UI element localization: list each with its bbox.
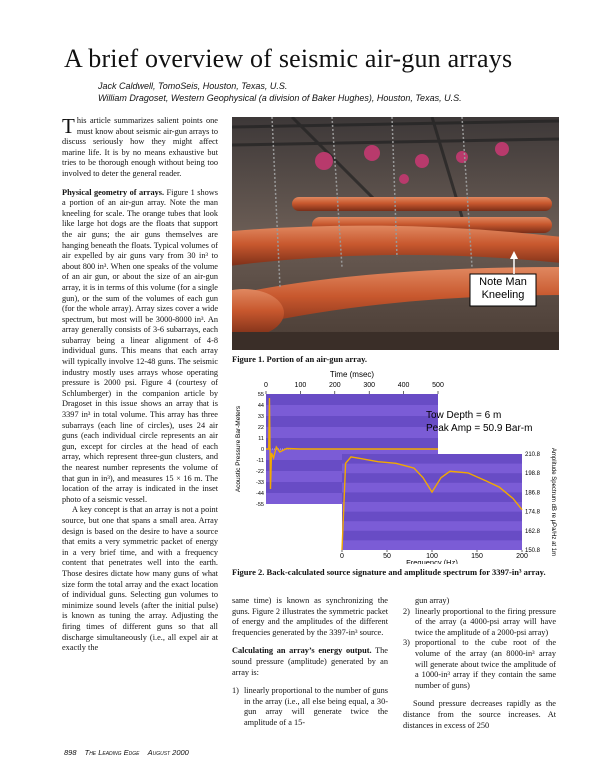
- x-tick-label: 300: [363, 382, 376, 389]
- list-item: [232, 686, 388, 728]
- figure-2-caption: Figure 2. Back-calculated source signature and amplitude spectrum for 3397-in³ array.: [232, 567, 546, 577]
- list-number: 2): [403, 606, 410, 616]
- list-text: proportional to the cube root of the volume of the array (an 8000-in³ array will generate about twice the amplitude of a 1000-in³ array if they contain the same number of guns): [415, 638, 556, 690]
- plot-band: [266, 438, 438, 449]
- sound-decrease-paragraph: Sound pressure decreases rapidly as the distance from the source increases. At distances in excess of 250: [403, 699, 556, 730]
- y-tick-label: 174.8: [525, 509, 541, 516]
- author-caldwell: Jack Caldwell, TomoSeis, Houston, Texas, U.S.: [98, 81, 288, 91]
- x-tick-label: 100: [426, 553, 438, 560]
- drop-cap: T: [62, 114, 75, 138]
- figure-1-photo: [232, 117, 559, 350]
- list-item: [403, 607, 556, 639]
- y-tick-label: 162.8: [525, 528, 541, 535]
- column-2: [232, 596, 388, 729]
- y-axis-title: Amplitude Spectrum dB re μPa/Hz at 1m: [550, 447, 556, 557]
- array-concept-paragraph: A key concept is that an array is not a point source, but one that spans a small area. Array design is based on the desire to have a source that emits a very symmetric packet of energy in a very brief time, and with a frequency content that penetrates well into the earth. Those desires dictate how many guns of what size form the total array and the exact location of individual guns. Selecting gun volumes to minimize sound levels (after the initial pulse) is known as tuning the array. Adjusting the firing times of different guns so that all discharge simultaneously (i.e., all expel air at exactly the: [62, 505, 218, 653]
- author-dragoset: William Dragoset, Western Geophysical (a division of Baker Hughes), Houston, Texas, U.S.: [98, 93, 462, 103]
- x-axis-title: Frequency (Hz): [406, 558, 458, 564]
- y-tick-label: 198.8: [525, 471, 541, 478]
- energy-text: The sound pressure (amplitude) generated by an array is:: [232, 646, 388, 677]
- plot-band: [342, 531, 522, 541]
- y-tick-label: 0: [260, 447, 264, 453]
- y-tick-label: 210.8: [525, 452, 541, 458]
- plot-band: [342, 512, 522, 522]
- column-3: [403, 596, 556, 731]
- column-1: [62, 116, 218, 654]
- list-text: gun array): [415, 596, 450, 605]
- y-tick-label: -33: [256, 480, 264, 486]
- y-tick-label: 33: [257, 414, 264, 420]
- page-number: 898: [64, 748, 77, 757]
- x-tick-label: 100: [294, 382, 307, 389]
- x-axis-title: Time (msec): [329, 370, 375, 379]
- y-tick-label: -11: [256, 458, 264, 464]
- y-tick-label: -22: [256, 469, 264, 475]
- section-heading-energy: Calculating an array’s energy output.: [232, 646, 372, 656]
- x-tick-label: 150: [471, 553, 483, 560]
- intro-paragraph: [62, 116, 218, 180]
- journal-name: The Leading Edge: [84, 748, 140, 757]
- x-tick-label: 50: [383, 553, 391, 560]
- plot-band: [342, 473, 522, 483]
- y-axis-title: Acoustic Pressure Bar-Meters: [235, 405, 242, 493]
- list-number: 1): [232, 686, 239, 696]
- energy-factor-list: [232, 686, 388, 728]
- y-tick-label: 11: [258, 436, 264, 442]
- note-man-kneeling-label: Note Man Kneeling: [479, 276, 527, 301]
- energy-factor-list-cont: [403, 596, 556, 691]
- chart-svg: [232, 368, 559, 564]
- x-tick-label: 0: [264, 382, 268, 389]
- y-tick-label: 55: [257, 392, 264, 398]
- page-footer: [64, 748, 195, 757]
- figure-2-chart: [232, 368, 559, 564]
- y-tick-label: -44: [256, 491, 264, 497]
- air-gun-array-illustration: [232, 117, 559, 350]
- issue-date: August 2000: [147, 748, 189, 757]
- y-tick-label: -55: [256, 502, 264, 508]
- section-heading-geometry: Physical geometry of arrays.: [62, 187, 165, 197]
- intro-text: his article summarizes salient points one must know about seismic air-gun arrays to discuss seriously how they might affect marine life. It is by no means exhaustive but tries to be thorough enough without being too involved to deter the general reader.: [62, 116, 218, 178]
- y-tick-label: 44: [257, 403, 264, 409]
- list-text: linearly proportional to the number of guns in the array (i.e., all else being equal, a 30-gun array will generate twice the amplitude of a 15-: [244, 686, 388, 727]
- peak-amp-annotation: Peak Amp = 50.9 Bar-m: [426, 423, 533, 434]
- geometry-text: Figure 1 shows a portion of an air-gun array. Note the man kneeling for scale. The orange tubes that look like large hot dogs are the floats that support the air guns; the air guns themselves are hanging beneath the floats. Typical volumes of air expelled by air guns vary from 30 in³ to about 800 in³. When one speaks of the volume of an air gun, or about the size of an air-gun array, it is in terms of this volume (for a single gun), or the sum of the volumes of each gun (for the whole array). Array sizes cover a wide spectrum, but most will be 3000-8000 in³. An array generally consists of 3-6 subarrays, each subarray being a linear alignment of 4-8 individual guns. This means that each array will typically involve 12-48 guns. The seismic industry mostly uses arrays whose operating pressure is 2000 psi. Figure 4 (courtesy of Schlumberger) in the companion article by Dragoset in this issue shows an array that is 3397 in³ in total volume. This array has three subarrays (each line of circles), uses 24 air guns (each individual circle represents an air gun, except for circles at the head of each array, which represent three-gun clusters, and the nearest number represents the volume of that gun in in³), and measures 15 × 16 m. The location of the array is indicated in the inset photo of a seismic vessel.: [62, 187, 219, 504]
- x-tick-label: 500: [432, 382, 444, 389]
- plot-band: [266, 416, 438, 427]
- tow-depth-annotation: Tow Depth = 6 m: [426, 410, 502, 421]
- energy-paragraph: [232, 646, 388, 678]
- list-item: [403, 596, 556, 607]
- list-number: 3): [403, 638, 410, 648]
- plot-band: [342, 492, 522, 502]
- figure-1-caption: Figure 1. Portion of an air-gun array.: [232, 354, 368, 364]
- x-tick-label: 200: [328, 382, 341, 389]
- plot-band: [266, 394, 438, 405]
- synchronizing-paragraph: same time) is known as synchronizing the guns. Figure 2 illustrates the symmetric packet of energy and the amplitudes of the different frequencies generated by the 3397-in³ source.: [232, 596, 388, 637]
- x-tick-label: 200: [516, 553, 528, 560]
- y-tick-label: 150.8: [525, 548, 541, 554]
- article-title: A brief overview of seismic air-gun arrays: [64, 44, 513, 73]
- author-block: [98, 80, 588, 104]
- x-tick-label: 0: [340, 553, 344, 560]
- plot-band: [342, 454, 522, 464]
- x-tick-label: 400: [397, 382, 410, 389]
- geometry-paragraph: [62, 188, 218, 506]
- y-tick-label: 186.8: [525, 490, 541, 497]
- y-tick-label: 22: [257, 425, 264, 431]
- list-text: linearly proportional to the firing pressure of the array (a 4000-psi array will have twice the amplitude of a 2000-psi array): [415, 606, 556, 637]
- list-item: [403, 638, 556, 691]
- amplitude-spectrum-plot: [340, 448, 556, 564]
